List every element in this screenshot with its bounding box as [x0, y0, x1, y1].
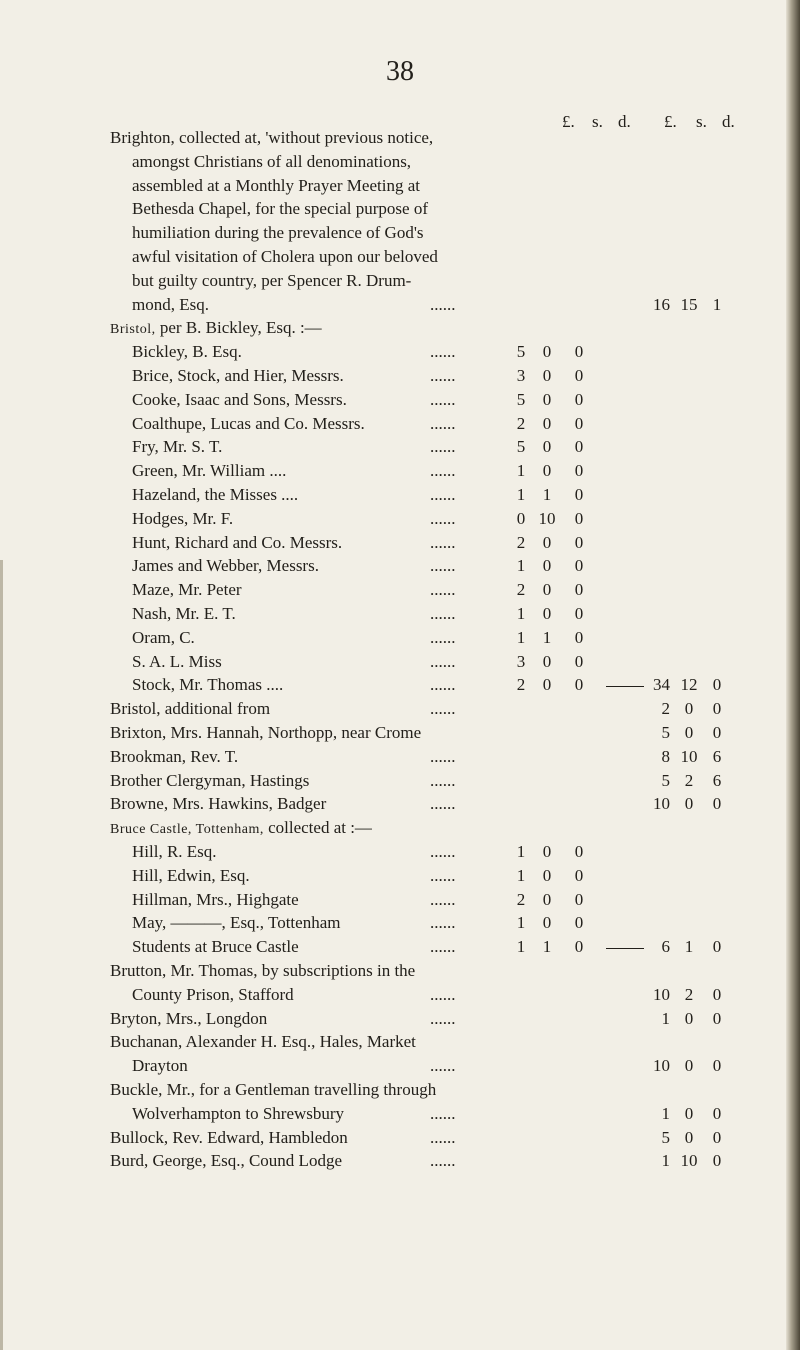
- col-header-shillings-1: s.: [592, 112, 603, 131]
- leader-dots: ......: [430, 437, 456, 457]
- entry-label: [132, 866, 250, 886]
- amount-pence-1: 0: [574, 842, 584, 861]
- entry-label: [132, 437, 222, 457]
- entry-row: [0, 937, 800, 961]
- entry-text: Hill, R. Esq.: [132, 842, 217, 861]
- amount-pence-1: 0: [574, 675, 584, 695]
- amount-pence-1: 0: [574, 604, 584, 623]
- amount-pence-2: 0: [712, 699, 722, 719]
- entry-row: [0, 723, 800, 747]
- amount-shillings-2: 1: [684, 937, 694, 957]
- entry-text: Hillman, Mrs., Highgate: [132, 889, 299, 909]
- entry-row: [0, 1128, 800, 1152]
- entry-label: [110, 747, 238, 767]
- page-number: 38: [386, 56, 414, 87]
- entry-row: [0, 1151, 800, 1175]
- amount-pounds-2: 1: [661, 1008, 670, 1028]
- amount-pounds-1: 3: [516, 366, 526, 385]
- amount-pounds-2: 1: [661, 1151, 670, 1171]
- amount-pence-2: 0: [712, 937, 722, 957]
- amount-shillings-1: 0: [542, 366, 552, 385]
- total-connector-line: [606, 686, 644, 687]
- leader-dots: ......: [430, 294, 456, 314]
- amount-pounds-1: 1: [516, 461, 526, 481]
- entry-text: Hazeland, the Misses ....: [132, 485, 299, 504]
- entry-row: [0, 152, 800, 176]
- leader-dots: ......: [430, 461, 456, 481]
- amount-pounds-1: 1: [516, 485, 526, 504]
- amount-pence-2: 6: [712, 770, 722, 790]
- amount-shillings-1: 0: [542, 842, 552, 861]
- entry-label: [132, 556, 319, 576]
- entry-row: [0, 199, 800, 223]
- leader-dots: ......: [430, 984, 456, 1004]
- amount-pounds-1: 0: [516, 508, 526, 528]
- amount-shillings-2: 0: [684, 699, 694, 719]
- leader-dots: ......: [430, 746, 456, 766]
- entry-label: [110, 771, 309, 791]
- entry-row: [0, 366, 800, 390]
- entry-label: [110, 723, 421, 743]
- leader-dots: ......: [430, 389, 456, 409]
- leader-dots: ......: [430, 508, 456, 528]
- amount-pounds-2: 34: [653, 675, 670, 695]
- entry-text: Fry, Mr. S. T.: [132, 437, 223, 457]
- entry-row: [0, 509, 800, 533]
- entry-label-smallcaps: Bristol,: [110, 322, 156, 338]
- amount-pounds-1: 3: [516, 651, 526, 671]
- entry-label: [132, 1104, 344, 1124]
- entry-row: [0, 556, 800, 580]
- leader-dots: ......: [430, 366, 456, 385]
- entry-row: [0, 223, 800, 247]
- leader-dots: ......: [430, 413, 456, 433]
- leader-dots: ......: [430, 627, 456, 647]
- amount-pence-1: 0: [574, 437, 584, 457]
- amount-shillings-2: 10: [680, 1151, 698, 1171]
- entry-label: [110, 818, 372, 838]
- entry-row: [0, 1009, 800, 1033]
- entry-row: [0, 747, 800, 771]
- amount-pounds-2: 5: [661, 723, 670, 742]
- entry-row: [0, 533, 800, 557]
- entry-row: [0, 961, 800, 985]
- entry-row: [0, 128, 800, 152]
- entry-text: but guilty country, per Spencer R. Drum-: [132, 270, 412, 290]
- amount-shillings-1: 1: [542, 485, 552, 504]
- amount-shillings-2: 0: [684, 723, 694, 742]
- entry-row: [0, 247, 800, 271]
- amount-shillings-1: 0: [542, 556, 552, 576]
- amount-pence-1: 0: [574, 485, 584, 504]
- amount-pounds-1: 1: [516, 865, 526, 885]
- entry-label: [132, 675, 283, 695]
- entry-text: Bryton, Mrs., Longdon: [110, 1008, 268, 1028]
- amount-shillings-1: 0: [542, 437, 552, 457]
- amount-shillings-1: 10: [538, 508, 556, 528]
- amount-shillings-2: 2: [684, 770, 694, 790]
- entry-label: [132, 342, 242, 362]
- entry-text: County Prison, Stafford: [132, 984, 294, 1004]
- leader-dots: ......: [430, 580, 456, 600]
- col-header-pence-1: d.: [618, 112, 631, 131]
- leader-dots: ......: [430, 913, 456, 933]
- entry-row: [0, 794, 800, 818]
- amount-shillings-1: 0: [542, 889, 552, 909]
- entry-label: [132, 842, 217, 862]
- entry-row: [0, 699, 800, 723]
- amount-pence-2: 0: [712, 1008, 722, 1028]
- leader-dots: ......: [430, 604, 456, 623]
- amount-pounds-1: 2: [516, 580, 526, 600]
- entry-text: Green, Mr. William ....: [132, 461, 287, 481]
- amount-shillings-1: 1: [542, 937, 552, 957]
- amount-pounds-2: 5: [661, 770, 670, 790]
- amount-pence-1: 0: [574, 580, 584, 600]
- entry-text: Brixton, Mrs. Hannah, Northopp, near Crome: [110, 723, 422, 742]
- entry-text: Students at Bruce Castle: [132, 937, 299, 957]
- amount-shillings-1: 0: [542, 865, 552, 885]
- entry-text: humiliation during the prevalence of God's: [132, 223, 424, 243]
- entry-row: [0, 437, 800, 461]
- amount-pounds-2: 6: [661, 937, 670, 957]
- entry-row: [0, 1032, 800, 1056]
- entry-row: [0, 390, 800, 414]
- entry-text: May, ———, Esq., Tottenham: [132, 913, 341, 933]
- leader-dots: ......: [430, 532, 456, 552]
- amount-shillings-1: 0: [542, 651, 552, 671]
- entry-row: [0, 628, 800, 652]
- amount-pence-2: 0: [712, 1056, 722, 1076]
- amount-shillings-1: 0: [542, 461, 552, 481]
- entry-label: [110, 128, 433, 148]
- amount-pounds-2: 8: [661, 746, 670, 766]
- amount-pence-1: 0: [574, 532, 584, 552]
- amount-shillings-2: 0: [684, 794, 694, 814]
- leader-dots: ......: [430, 675, 456, 695]
- entry-text: Coalthupe, Lucas and Co. Messrs.: [132, 413, 365, 433]
- amount-shillings-2: 0: [684, 1127, 694, 1147]
- leader-dots: ......: [430, 889, 456, 909]
- entry-row: [0, 271, 800, 295]
- entry-text: Bickley, B. Esq.: [132, 342, 242, 362]
- entry-text: Bristol, additional from: [110, 699, 271, 719]
- amount-pounds-1: 5: [516, 389, 526, 409]
- entry-label: [132, 152, 411, 172]
- entry-row: [0, 295, 800, 319]
- amount-pence-1: 0: [574, 913, 584, 933]
- leader-dots: ......: [430, 865, 456, 885]
- entry-text: Hodges, Mr. F.: [132, 508, 234, 528]
- entry-text: Brookman, Rev. T.: [110, 746, 239, 766]
- entry-text: Maze, Mr. Peter: [132, 580, 242, 600]
- entry-row: [0, 771, 800, 795]
- leader-dots: ......: [430, 699, 456, 719]
- amount-shillings-1: 0: [542, 604, 552, 623]
- amount-pounds-2: 10: [653, 984, 670, 1004]
- amount-pence-2: 0: [712, 1127, 722, 1147]
- amount-pence-2: 6: [712, 746, 722, 766]
- entry-label: [132, 937, 299, 957]
- entry-row: [0, 176, 800, 200]
- entry-label: [132, 390, 347, 410]
- col-header-pounds-2: £.: [664, 112, 677, 131]
- entry-text: Cooke, Isaac and Sons, Messrs.: [132, 389, 347, 409]
- entry-row: [0, 675, 800, 699]
- amount-pounds-2: 5: [661, 1127, 670, 1147]
- amount-pounds-2: 1: [661, 1103, 670, 1123]
- leader-dots: ......: [430, 1127, 456, 1147]
- total-connector-line: [606, 948, 644, 949]
- entry-text: Bullock, Rev. Edward, Hambledon: [110, 1127, 348, 1147]
- entry-text: Brother Clergyman, Hastings: [110, 770, 310, 790]
- amount-shillings-2: 10: [680, 746, 698, 766]
- entry-label: [110, 794, 326, 814]
- amount-pounds-1: 2: [516, 889, 526, 909]
- entry-text: assembled at a Monthly Prayer Meeting at: [132, 175, 420, 195]
- entry-row: [0, 485, 800, 509]
- amount-pounds-1: 1: [516, 604, 526, 623]
- amount-pence-1: 0: [574, 342, 584, 362]
- amount-shillings-2: 15: [680, 294, 698, 314]
- entry-text: Bethesda Chapel, for the special purpose of: [132, 199, 428, 219]
- amount-pence-1: 0: [574, 556, 584, 576]
- entry-label: [132, 1056, 188, 1076]
- entry-label: [132, 604, 236, 624]
- entry-text: awful visitation of Cholera upon our beloved: [132, 247, 438, 266]
- entry-label: [132, 414, 365, 434]
- amount-shillings-2: 2: [684, 984, 694, 1004]
- entry-label: [132, 199, 428, 219]
- amount-pence-1: 0: [574, 627, 584, 647]
- amount-shillings-1: 0: [542, 675, 552, 695]
- entry-text: Hill, Edwin, Esq.: [132, 865, 250, 885]
- entry-text: Hunt, Richard and Co. Messrs.: [132, 532, 343, 552]
- col-header-pounds-1: £.: [562, 112, 575, 131]
- amount-shillings-1: 0: [542, 532, 552, 552]
- amount-pence-2: 0: [712, 723, 722, 742]
- entry-label: [132, 913, 340, 933]
- amount-pounds-2: 16: [653, 294, 670, 314]
- entry-label: [132, 652, 222, 672]
- amount-shillings-1: 0: [542, 580, 552, 600]
- leader-dots: ......: [430, 342, 456, 362]
- leader-dots: ......: [430, 1151, 456, 1171]
- entry-text: collected at :—: [263, 818, 372, 838]
- entry-label: [132, 176, 420, 196]
- amount-pence-1: 0: [574, 508, 584, 528]
- entry-row: [0, 1056, 800, 1080]
- entry-text: Stock, Mr. Thomas ....: [132, 675, 284, 695]
- amount-shillings-1: 1: [542, 627, 552, 647]
- amount-pence-1: 0: [574, 413, 584, 433]
- amount-pounds-1: 1: [516, 627, 526, 647]
- amount-pence-2: 0: [712, 1103, 722, 1123]
- entry-text: Wolverhampton to Shrewsbury: [132, 1103, 345, 1123]
- amount-shillings-2: 0: [684, 1008, 694, 1028]
- amount-pounds-1: 1: [516, 913, 526, 933]
- entry-label: [132, 485, 298, 505]
- col-header-shillings-2: s.: [696, 112, 707, 131]
- entry-row: [0, 318, 800, 342]
- entry-text: Browne, Mrs. Hawkins, Badger: [110, 794, 327, 814]
- amount-shillings-1: 0: [542, 413, 552, 433]
- entry-label-smallcaps: Bruce Castle, Tottenham,: [110, 822, 264, 838]
- entry-label: [132, 366, 344, 386]
- amount-pence-1: 0: [574, 366, 584, 385]
- entry-text: Brice, Stock, and Hier, Messrs.: [132, 366, 344, 385]
- amount-pence-1: 0: [574, 389, 584, 409]
- leader-dots: ......: [430, 556, 456, 576]
- amount-pounds-1: 1: [516, 556, 526, 576]
- entry-text: amongst Christians of all denominations,: [132, 151, 412, 171]
- entry-label: [110, 1151, 342, 1171]
- leader-dots: ......: [430, 794, 456, 814]
- entry-label: [132, 223, 424, 243]
- entry-label: [132, 295, 209, 315]
- amount-pounds-2: 10: [653, 1056, 670, 1076]
- amount-pence-2: 1: [712, 294, 722, 314]
- amount-shillings-2: 12: [680, 675, 698, 695]
- amount-pounds-2: 10: [653, 794, 670, 814]
- entry-label: [110, 1080, 436, 1100]
- entry-text: mond, Esq.: [132, 294, 209, 314]
- amount-shillings-1: 0: [542, 342, 552, 362]
- amount-pounds-1: 1: [516, 937, 526, 957]
- entry-text: Burd, George, Esq., Cound Lodge: [110, 1151, 342, 1171]
- entry-row: [0, 985, 800, 1009]
- entry-label: [132, 890, 299, 910]
- amount-pence-1: 0: [574, 651, 584, 671]
- entry-text: Brutton, Mr. Thomas, by subscriptions in the: [110, 961, 416, 980]
- entry-row: [0, 414, 800, 438]
- page-edge: [786, 0, 800, 1350]
- amount-shillings-1: 0: [542, 913, 552, 933]
- entry-label: [110, 1009, 267, 1029]
- leader-dots: ......: [430, 937, 456, 957]
- entry-row: [0, 342, 800, 366]
- entry-text: Buchanan, Alexander H. Esq., Hales, Market: [110, 1032, 416, 1052]
- entry-label: [110, 1032, 416, 1052]
- amount-pence-1: 0: [574, 865, 584, 885]
- amount-pounds-2: 2: [661, 699, 670, 719]
- leader-dots: ......: [430, 1008, 456, 1028]
- amount-pounds-1: 1: [516, 842, 526, 861]
- amount-pounds-1: 5: [516, 437, 526, 457]
- leader-dots: ......: [430, 485, 456, 504]
- entry-label: [110, 318, 322, 338]
- leader-dots: ......: [430, 842, 456, 861]
- amount-pence-2: 0: [712, 984, 722, 1004]
- entry-row: [0, 604, 800, 628]
- leader-dots: ......: [430, 1103, 456, 1123]
- entry-label: [132, 461, 286, 481]
- entry-label: [132, 985, 294, 1005]
- entry-row: [0, 913, 800, 937]
- entry-row: [0, 842, 800, 866]
- entry-label: [110, 699, 270, 719]
- page-edge-left: [0, 560, 3, 1350]
- entry-label: [110, 1128, 348, 1148]
- amount-pounds-1: 2: [516, 675, 526, 695]
- entry-label: [132, 580, 242, 600]
- amount-pence-1: 0: [574, 937, 584, 957]
- entry-label: [132, 628, 195, 648]
- entry-text: Buckle, Mr., for a Gentleman travelling through: [110, 1080, 437, 1099]
- entry-text: Nash, Mr. E. T.: [132, 604, 236, 623]
- entry-row: [0, 866, 800, 890]
- entry-label: [132, 247, 438, 267]
- amount-pounds-1: 2: [516, 532, 526, 552]
- amount-pounds-1: 2: [516, 413, 526, 433]
- entry-text: per B. Bickley, Esq. :—: [155, 318, 322, 338]
- entry-text: S. A. L. Miss: [132, 651, 222, 671]
- entry-row: [0, 652, 800, 676]
- entry-text: James and Webber, Messrs.: [132, 556, 319, 576]
- amount-pence-1: 0: [574, 461, 584, 481]
- amount-pence-2: 0: [712, 794, 722, 814]
- amount-pence-1: 0: [574, 889, 584, 909]
- entry-row: [0, 1104, 800, 1128]
- amount-pence-2: 0: [712, 675, 722, 695]
- entry-text: Oram, C.: [132, 627, 195, 647]
- entry-label: [132, 533, 342, 553]
- col-header-pence-2: d.: [722, 112, 735, 131]
- amount-shillings-2: 0: [684, 1103, 694, 1123]
- leader-dots: ......: [430, 651, 456, 671]
- leader-dots: ......: [430, 770, 456, 790]
- amount-shillings-2: 0: [684, 1056, 694, 1076]
- entry-row: [0, 1080, 800, 1104]
- amount-pence-2: 0: [712, 1151, 722, 1171]
- amount-pounds-1: 5: [516, 342, 526, 362]
- entry-text: Brighton, collected at, 'without previous notice,: [110, 128, 434, 147]
- entry-row: [0, 818, 800, 842]
- entry-label: [110, 961, 415, 981]
- entry-label: [132, 509, 233, 529]
- entry-row: [0, 890, 800, 914]
- amount-shillings-1: 0: [542, 389, 552, 409]
- entry-row: [0, 580, 800, 604]
- entry-row: [0, 461, 800, 485]
- leader-dots: ......: [430, 1056, 456, 1076]
- entry-label: [132, 271, 411, 291]
- entry-text: Drayton: [132, 1056, 188, 1076]
